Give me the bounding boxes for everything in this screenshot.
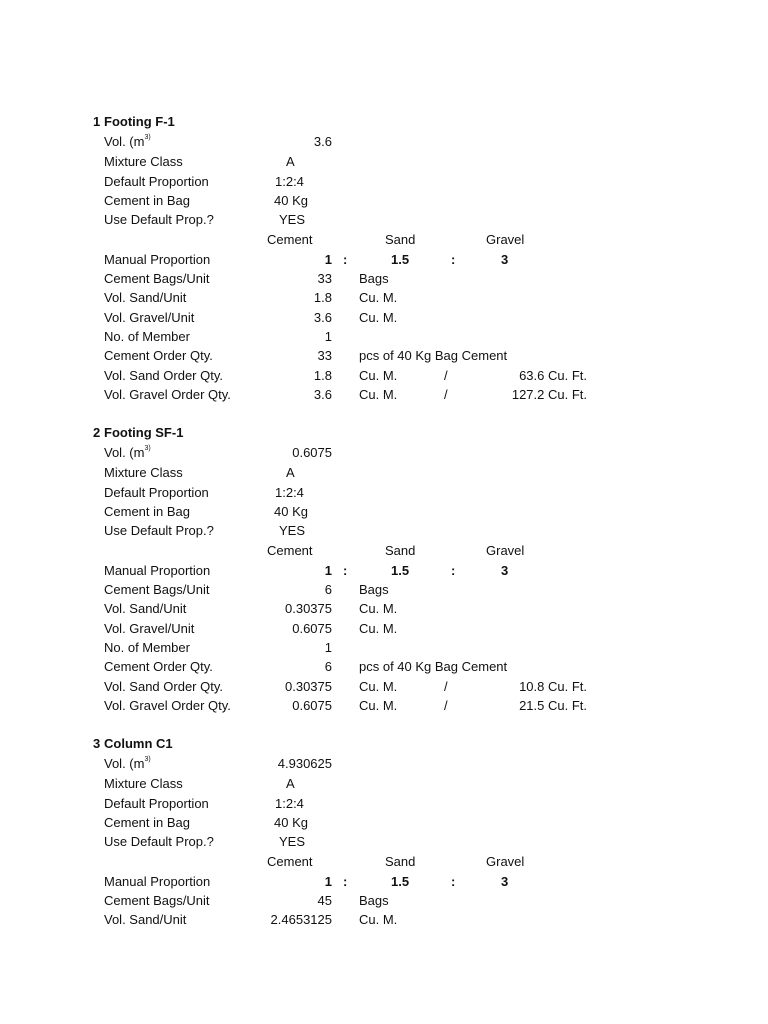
manual-proportion-label: Manual Proportion: [104, 252, 211, 267]
sand-unit-value: 1.8: [313, 290, 332, 305]
column-header-gravel: Gravel: [486, 232, 525, 247]
section-title: Footing SF-1: [104, 425, 184, 440]
gravel-order-label: Vol. Gravel Order Qty.: [104, 387, 231, 402]
section-footing-f1: [0, 114, 768, 414]
section-footing-sf1: [0, 425, 768, 725]
mixture-class-label: Mixture Class: [104, 465, 183, 480]
sand-order-label: Vol. Sand Order Qty.: [104, 368, 223, 383]
cement-order-suffix: pcs of 40 Kg Bag Cement: [359, 659, 508, 674]
cement-in-bag-value: 40 Kg: [274, 504, 308, 519]
cement-bags-unit-value: 6: [324, 582, 332, 597]
sand-order-slash: /: [444, 679, 448, 694]
gravel-order-value: 0.6075: [292, 698, 332, 713]
gravel-order-value: 3.6: [313, 387, 332, 402]
use-default-value: YES: [279, 523, 306, 538]
manual-separator: :: [343, 563, 348, 578]
cement-in-bag-label: Cement in Bag: [104, 193, 190, 208]
sand-order-value: 1.8: [313, 368, 332, 383]
sand-order-suffix: Cu. M.: [359, 368, 398, 383]
manual-separator: :: [343, 252, 348, 267]
sand-unit-suffix: Cu. M.: [359, 601, 398, 616]
cement-in-bag-label: Cement in Bag: [104, 504, 190, 519]
default-proportion-label: Default Proportion: [104, 796, 209, 811]
default-proportion-label: Default Proportion: [104, 174, 209, 189]
column-header-cement: Cement: [267, 232, 313, 247]
gravel-order-cuft: 21.5 Cu. Ft.: [519, 698, 587, 713]
gravel-order-slash: /: [444, 387, 448, 402]
section-number: 2: [93, 425, 101, 440]
members-value: 1: [324, 329, 332, 344]
cement-bags-unit-label: Cement Bags/Unit: [104, 582, 210, 597]
section-column-c1: [0, 736, 768, 936]
vol-value: 4.930625: [277, 756, 332, 771]
use-default-value: YES: [279, 212, 306, 227]
vol-value: 0.6075: [292, 445, 332, 460]
sand-unit-value: 0.30375: [285, 601, 332, 616]
vol-label: Vol. ($m^{3)}$: [104, 445, 151, 460]
section-title: Footing F-1: [104, 114, 175, 129]
mixture-class-value: A: [286, 465, 295, 480]
default-proportion-value: 1:2:4: [275, 485, 304, 500]
column-header-sand: Sand: [385, 543, 416, 558]
sand-order-cuft: 63.6 Cu. Ft.: [519, 368, 587, 383]
mixture-class-label: Mixture Class: [104, 154, 183, 169]
cement-bags-unit-suffix: Bags: [359, 582, 389, 597]
column-header-cement: Cement: [267, 854, 313, 869]
manual-separator: :: [451, 563, 456, 578]
vol-label: Vol. ($m^{3)}$: [104, 134, 151, 149]
gravel-order-suffix: Cu. M.: [359, 387, 398, 402]
manual-cement-value: 1: [324, 563, 332, 578]
sand-unit-value: 2.4653125: [270, 912, 332, 927]
gravel-unit-suffix: Cu. M.: [359, 310, 398, 325]
manual-proportion-label: Manual Proportion: [104, 874, 211, 889]
cement-in-bag-value: 40 Kg: [274, 815, 308, 830]
section-title: Column C1: [104, 736, 173, 751]
cement-bags-unit-label: Cement Bags/Unit: [104, 271, 210, 286]
members-label: No. of Member: [104, 640, 190, 655]
cement-bags-unit-label: Cement Bags/Unit: [104, 893, 210, 908]
sand-order-slash: /: [444, 368, 448, 383]
sand-unit-label: Vol. Sand/Unit: [104, 601, 187, 616]
sand-unit-suffix: Cu. M.: [359, 290, 398, 305]
mixture-class-value: A: [286, 154, 295, 169]
cement-order-label: Cement Order Qty.: [104, 659, 213, 674]
members-label: No. of Member: [104, 329, 190, 344]
cement-bags-unit-suffix: Bags: [359, 893, 389, 908]
gravel-order-label: Vol. Gravel Order Qty.: [104, 698, 231, 713]
sand-unit-label: Vol. Sand/Unit: [104, 290, 187, 305]
cement-bags-unit-value: 45: [317, 893, 332, 908]
manual-sand-value: 1.5: [391, 563, 410, 578]
column-header-sand: Sand: [385, 232, 416, 247]
cement-order-value: 33: [317, 348, 332, 363]
gravel-unit-value: 3.6: [313, 310, 332, 325]
cement-order-suffix: pcs of 40 Kg Bag Cement: [359, 348, 508, 363]
manual-cement-value: 1: [324, 874, 332, 889]
gravel-order-suffix: Cu. M.: [359, 698, 398, 713]
default-proportion-value: 1:2:4: [275, 174, 304, 189]
column-header-cement: Cement: [267, 543, 313, 558]
cement-order-label: Cement Order Qty.: [104, 348, 213, 363]
cement-bags-unit-suffix: Bags: [359, 271, 389, 286]
manual-separator: :: [343, 874, 348, 889]
manual-separator: :: [451, 874, 456, 889]
gravel-unit-label: Vol. Gravel/Unit: [104, 621, 195, 636]
manual-sand-value: 1.5: [391, 252, 410, 267]
manual-cement-value: 1: [324, 252, 332, 267]
manual-gravel-value: 3: [501, 563, 509, 578]
use-default-value: YES: [279, 834, 306, 849]
mixture-class-label: Mixture Class: [104, 776, 183, 791]
cement-order-value: 6: [324, 659, 332, 674]
use-default-label: Use Default Prop.?: [104, 834, 214, 849]
section-number: 3: [93, 736, 101, 751]
manual-proportion-label: Manual Proportion: [104, 563, 211, 578]
column-header-sand: Sand: [385, 854, 416, 869]
cement-in-bag-value: 40 Kg: [274, 193, 308, 208]
sand-order-suffix: Cu. M.: [359, 679, 398, 694]
gravel-order-slash: /: [444, 698, 448, 713]
column-header-gravel: Gravel: [486, 854, 525, 869]
manual-gravel-value: 3: [501, 874, 509, 889]
manual-sand-value: 1.5: [391, 874, 410, 889]
manual-gravel-value: 3: [501, 252, 509, 267]
vol-value: 3.6: [313, 134, 332, 149]
use-default-label: Use Default Prop.?: [104, 212, 214, 227]
section-number: 1: [93, 114, 101, 129]
cement-bags-unit-value: 33: [317, 271, 332, 286]
default-proportion-label: Default Proportion: [104, 485, 209, 500]
sand-unit-label: Vol. Sand/Unit: [104, 912, 187, 927]
gravel-unit-value: 0.6075: [292, 621, 332, 636]
mixture-class-value: A: [286, 776, 295, 791]
default-proportion-value: 1:2:4: [275, 796, 304, 811]
gravel-unit-label: Vol. Gravel/Unit: [104, 310, 195, 325]
manual-separator: :: [451, 252, 456, 267]
cement-in-bag-label: Cement in Bag: [104, 815, 190, 830]
gravel-order-cuft: 127.2 Cu. Ft.: [511, 387, 587, 402]
use-default-label: Use Default Prop.?: [104, 523, 214, 538]
sand-order-cuft: 10.8 Cu. Ft.: [519, 679, 587, 694]
members-value: 1: [324, 640, 332, 655]
sand-order-label: Vol. Sand Order Qty.: [104, 679, 223, 694]
sand-unit-suffix: Cu. M.: [359, 912, 398, 927]
vol-label: Vol. ($m^{3)}$: [104, 756, 151, 771]
column-header-gravel: Gravel: [486, 543, 525, 558]
gravel-unit-suffix: Cu. M.: [359, 621, 398, 636]
sand-order-value: 0.30375: [285, 679, 332, 694]
